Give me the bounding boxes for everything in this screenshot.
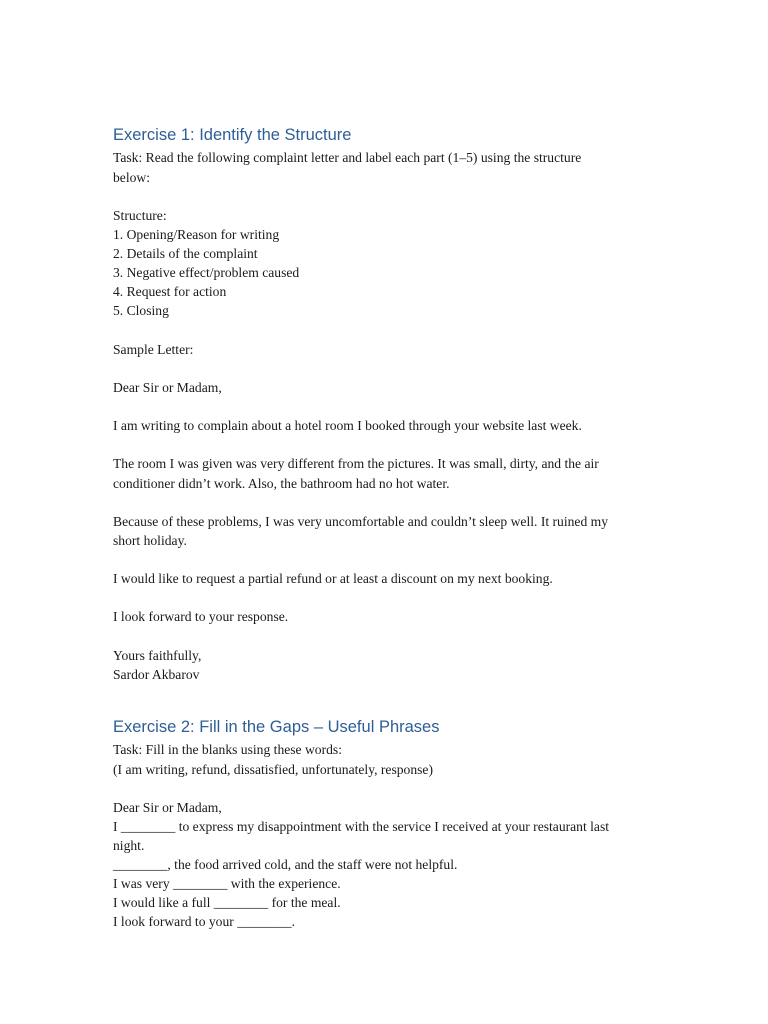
exercise-1-task-line: Task: Read the following complaint letter and label each part (1–5) using the structure [113,150,582,165]
gap-sentence: ________, the food arrived cold, and the staff were not helpful. [113,857,458,872]
letter-paragraph: I am writing to complain about a hotel room I booked through your website last week. [113,418,582,433]
sample-letter-label: Sample Letter: [113,342,194,357]
letter-signoff: Yours faithfully, [113,648,202,663]
letter-salutation: Dear Sir or Madam, [113,380,222,395]
letter-paragraph: Because of these problems, I was very uncomfortable and couldn’t sleep well. It ruined my [113,514,609,529]
exercise-1-task-line: below: [113,170,150,185]
gap-letter-salutation: Dear Sir or Madam, [113,800,222,815]
letter-paragraph: I look forward to your response. [113,609,289,624]
structure-item: 2. Details of the complaint [113,246,258,261]
exercise-2-heading: Exercise 2: Fill in the Gaps – Useful Phrases [113,718,440,736]
structure-item: 4. Request for action [113,284,227,299]
exercise-2-task-line: Task: Fill in the blanks using these words: [113,742,342,757]
structure-item: 1. Opening/Reason for writing [113,227,280,242]
gap-sentence: I would like a full ________ for the meal. [113,895,341,910]
exercise-1-heading: Exercise 1: Identify the Structure [113,126,352,144]
letter-paragraph: conditioner didn’t work. Also, the bathroom had no hot water. [113,476,450,491]
exercise-2-task-line: (I am writing, refund, dissatisfied, unfortunately, response) [113,762,433,777]
letter-signature: Sardor Akbarov [113,667,200,682]
gap-sentence: I ________ to express my disappointment with the service I received at your restaurant last [113,819,610,834]
letter-paragraph: I would like to request a partial refund or at least a discount on my next booking. [113,571,553,586]
structure-item: 3. Negative effect/problem caused [113,265,300,280]
letter-paragraph: short holiday. [113,533,187,548]
gap-sentence: night. [113,838,145,853]
gap-sentence: I look forward to your ________. [113,914,295,929]
structure-item: 5. Closing [113,303,169,318]
letter-paragraph: The room I was given was very different from the pictures. It was small, dirty, and the air [113,456,599,471]
structure-label: Structure: [113,208,167,223]
gap-sentence: I was very ________ with the experience. [113,876,341,891]
